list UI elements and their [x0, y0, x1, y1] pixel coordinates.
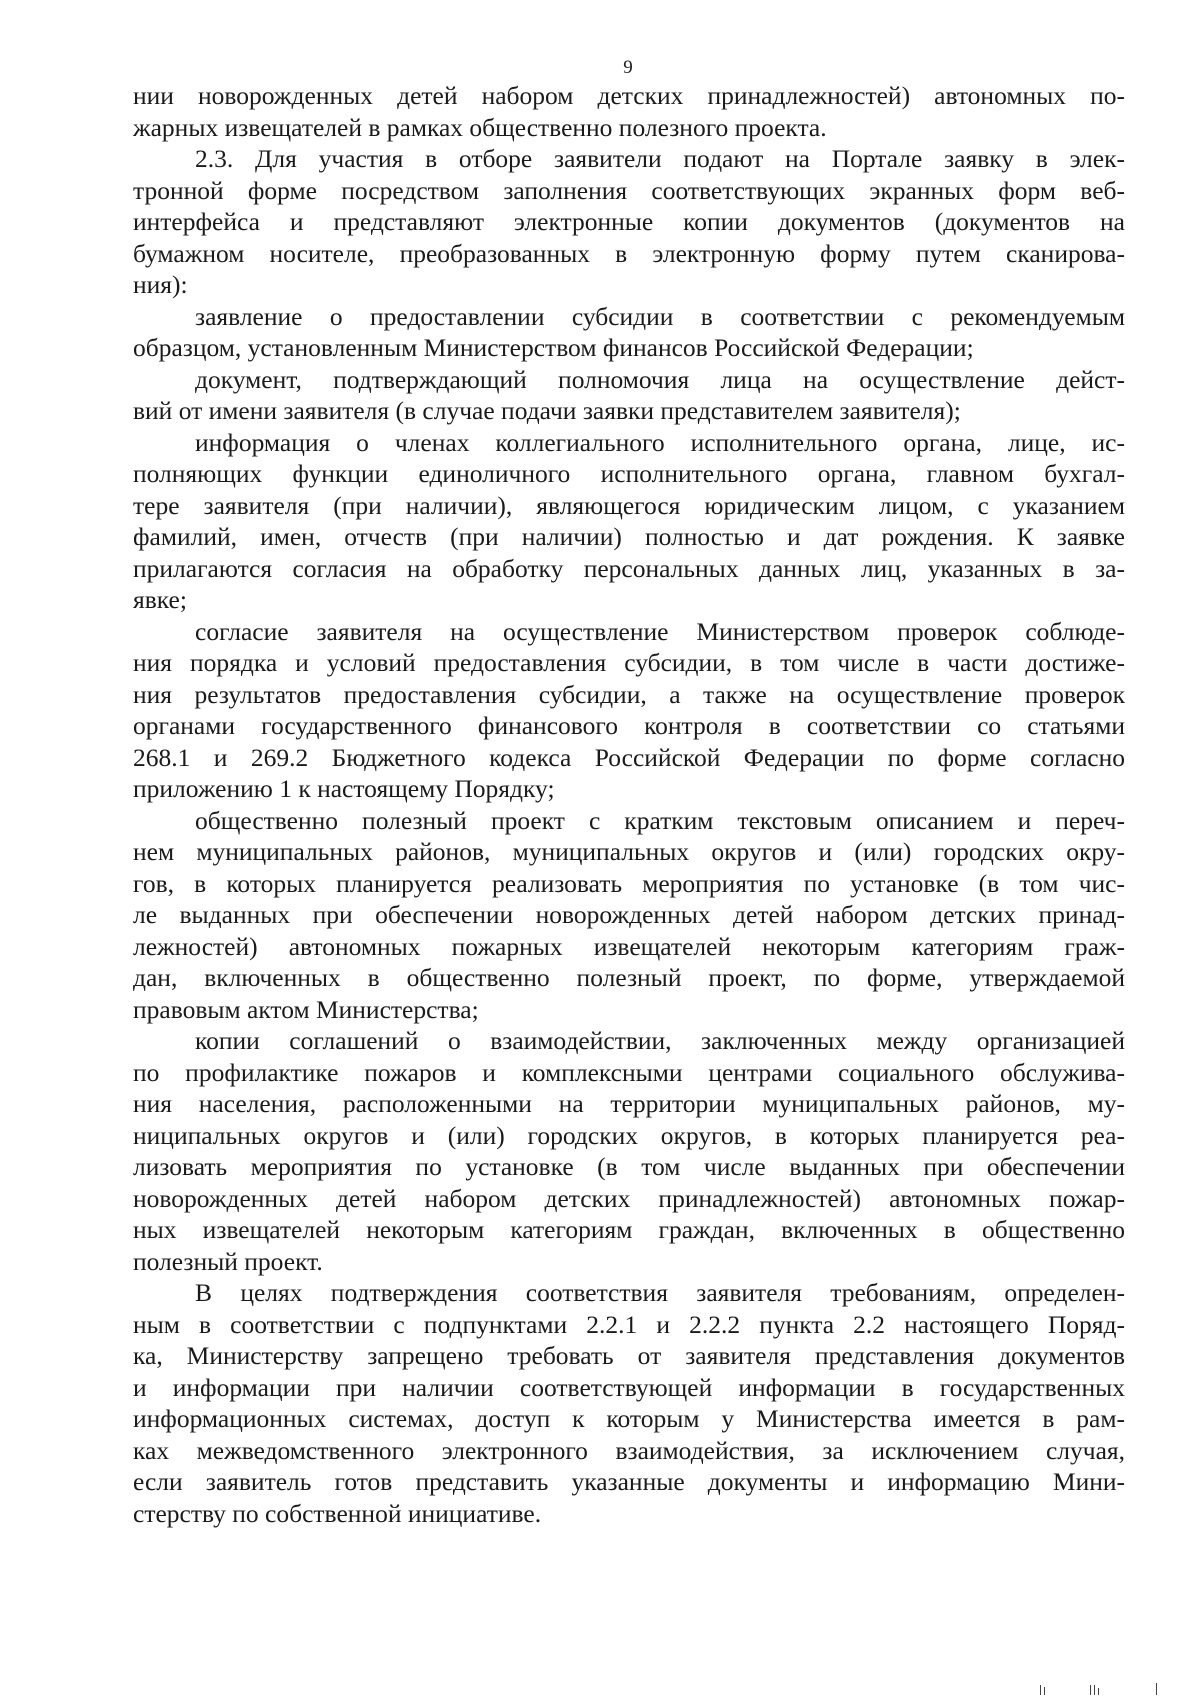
document-body [133, 80, 1125, 1529]
text-line: ния результатов предоставления субсидии, а также на осуществление проверок [133, 679, 1125, 709]
text-line: тере заявителя (при наличии), являющегося юридическим лицом, с указанием [133, 490, 1125, 520]
text-line: лизовать мероприятия по установке (в том числе выданных при обеспечении [133, 1152, 1125, 1181]
text-line: стерству по собственной инициативе. [133, 1498, 542, 1528]
text-line: копии соглашений о взаимодействии, заключенных между организацией [195, 1026, 1125, 1055]
text-line: информация о членах коллегиального исполнительного органа, лице, ис- [195, 427, 1125, 457]
text-line: нем муниципальных районов, муниципальных округов и (или) городских окру- [133, 837, 1125, 866]
text-line: ния): [133, 270, 188, 299]
text-line: и информации при наличии соответствующей информации в государственных [133, 1372, 1125, 1402]
text-line: бумажном носителе, преобразованных в электронную форму путем сканирова- [133, 238, 1125, 268]
text-line: прилагаются согласия на обработку персональных данных лиц, указанных в за- [133, 553, 1125, 583]
text-line: гов, в которых планируется реализовать мероприятия по установке (в том чис- [133, 868, 1125, 898]
page-number: 9 [623, 57, 633, 78]
text-line: ния населения, расположенными на территории муниципальных районов, му- [133, 1089, 1125, 1118]
text-line: документ, подтверждающий полномочия лица на осуществление дейст- [195, 364, 1125, 394]
text-line: информационных системах, доступ к которым у Министерства имеется в рам- [133, 1404, 1125, 1433]
text-line: нии новорожденных детей набором детских принадлежностей) автономных по- [133, 81, 1125, 110]
text-line: ния порядка и условий предоставления субсидии, в том числе в части достиже- [133, 648, 1125, 677]
text-line: жарных извещателей в рамках общественно полезного проекта. [133, 112, 827, 142]
scan-edge-marks [1030, 1683, 1160, 1695]
text-line: если заявитель готов представить указанные документы и информацию Мини- [133, 1467, 1125, 1496]
text-line: 2.3. Для участия в отборе заявители подают на Портале заявку в элек- [195, 144, 1125, 173]
text-line: правовым актом Министерства; [133, 994, 479, 1024]
text-line: по профилактике пожаров и комплексными центрами социального обслужива- [133, 1057, 1125, 1087]
text-line: дан, включенных в общественно полезный проект, по форме, утверждаемой [133, 963, 1125, 992]
text-line: ка, Министерству запрещено требовать от заявителя представления документов [133, 1341, 1125, 1370]
text-line: фамилий, имен, отчеств (при наличии) полностью и дат рождения. К заявке [133, 522, 1125, 551]
text-line: ках межведомственного электронного взаимодействия, за исключением случая, [133, 1435, 1125, 1465]
text-line: 268.1 и 269.2 Бюджетного кодекса Российской Федерации по форме согласно [133, 742, 1125, 772]
text-line: В целях подтверждения соответствия заявителя требованиям, определен- [195, 1278, 1125, 1307]
text-line: полняющих функции единоличного исполнительного органа, главном бухгал- [133, 459, 1125, 488]
text-line: вий от имени заявителя (в случае подачи заявки представителем заявителя); [133, 396, 961, 425]
text-line: общественно полезный проект с кратким текстовым описанием и переч- [195, 805, 1125, 835]
text-line: явке; [133, 585, 187, 614]
text-line: ным в соответствии с подпунктами 2.2.1 и 2.2.2 пункта 2.2 настоящего Поряд- [133, 1309, 1125, 1339]
text-line: ле выданных при обеспечении новорожденных детей набором детских принад- [133, 900, 1125, 929]
text-line: лежностей) автономных пожарных извещателей некоторым категориям граж- [133, 931, 1125, 961]
text-line: ных извещателей некоторым категориям граждан, включенных в общественно [133, 1215, 1125, 1244]
text-line: полезный проект. [133, 1246, 323, 1276]
text-line: заявление о предоставлении субсидии в соответствии с рекомендуемым [195, 301, 1125, 331]
text-line: согласие заявителя на осуществление Министерством проверок соблюде- [195, 616, 1125, 646]
text-line: новорожденных детей набором детских принадлежностей) автономных пожар- [133, 1183, 1125, 1213]
text-line: органами государственного финансового контроля в соответствии со статьями [133, 711, 1125, 740]
text-line: тронной форме посредством заполнения соответствующих экранных форм веб- [133, 175, 1125, 205]
text-line: образцом, установленным Министерством финансов Российской Федерации; [133, 333, 974, 362]
text-line: ниципальных округов и (или) городских округов, в которых планируется реа- [133, 1120, 1125, 1150]
text-line: приложению 1 к настоящему Порядку; [133, 774, 555, 803]
text-line: интерфейса и представляют электронные копии документов (документов на [133, 207, 1125, 236]
